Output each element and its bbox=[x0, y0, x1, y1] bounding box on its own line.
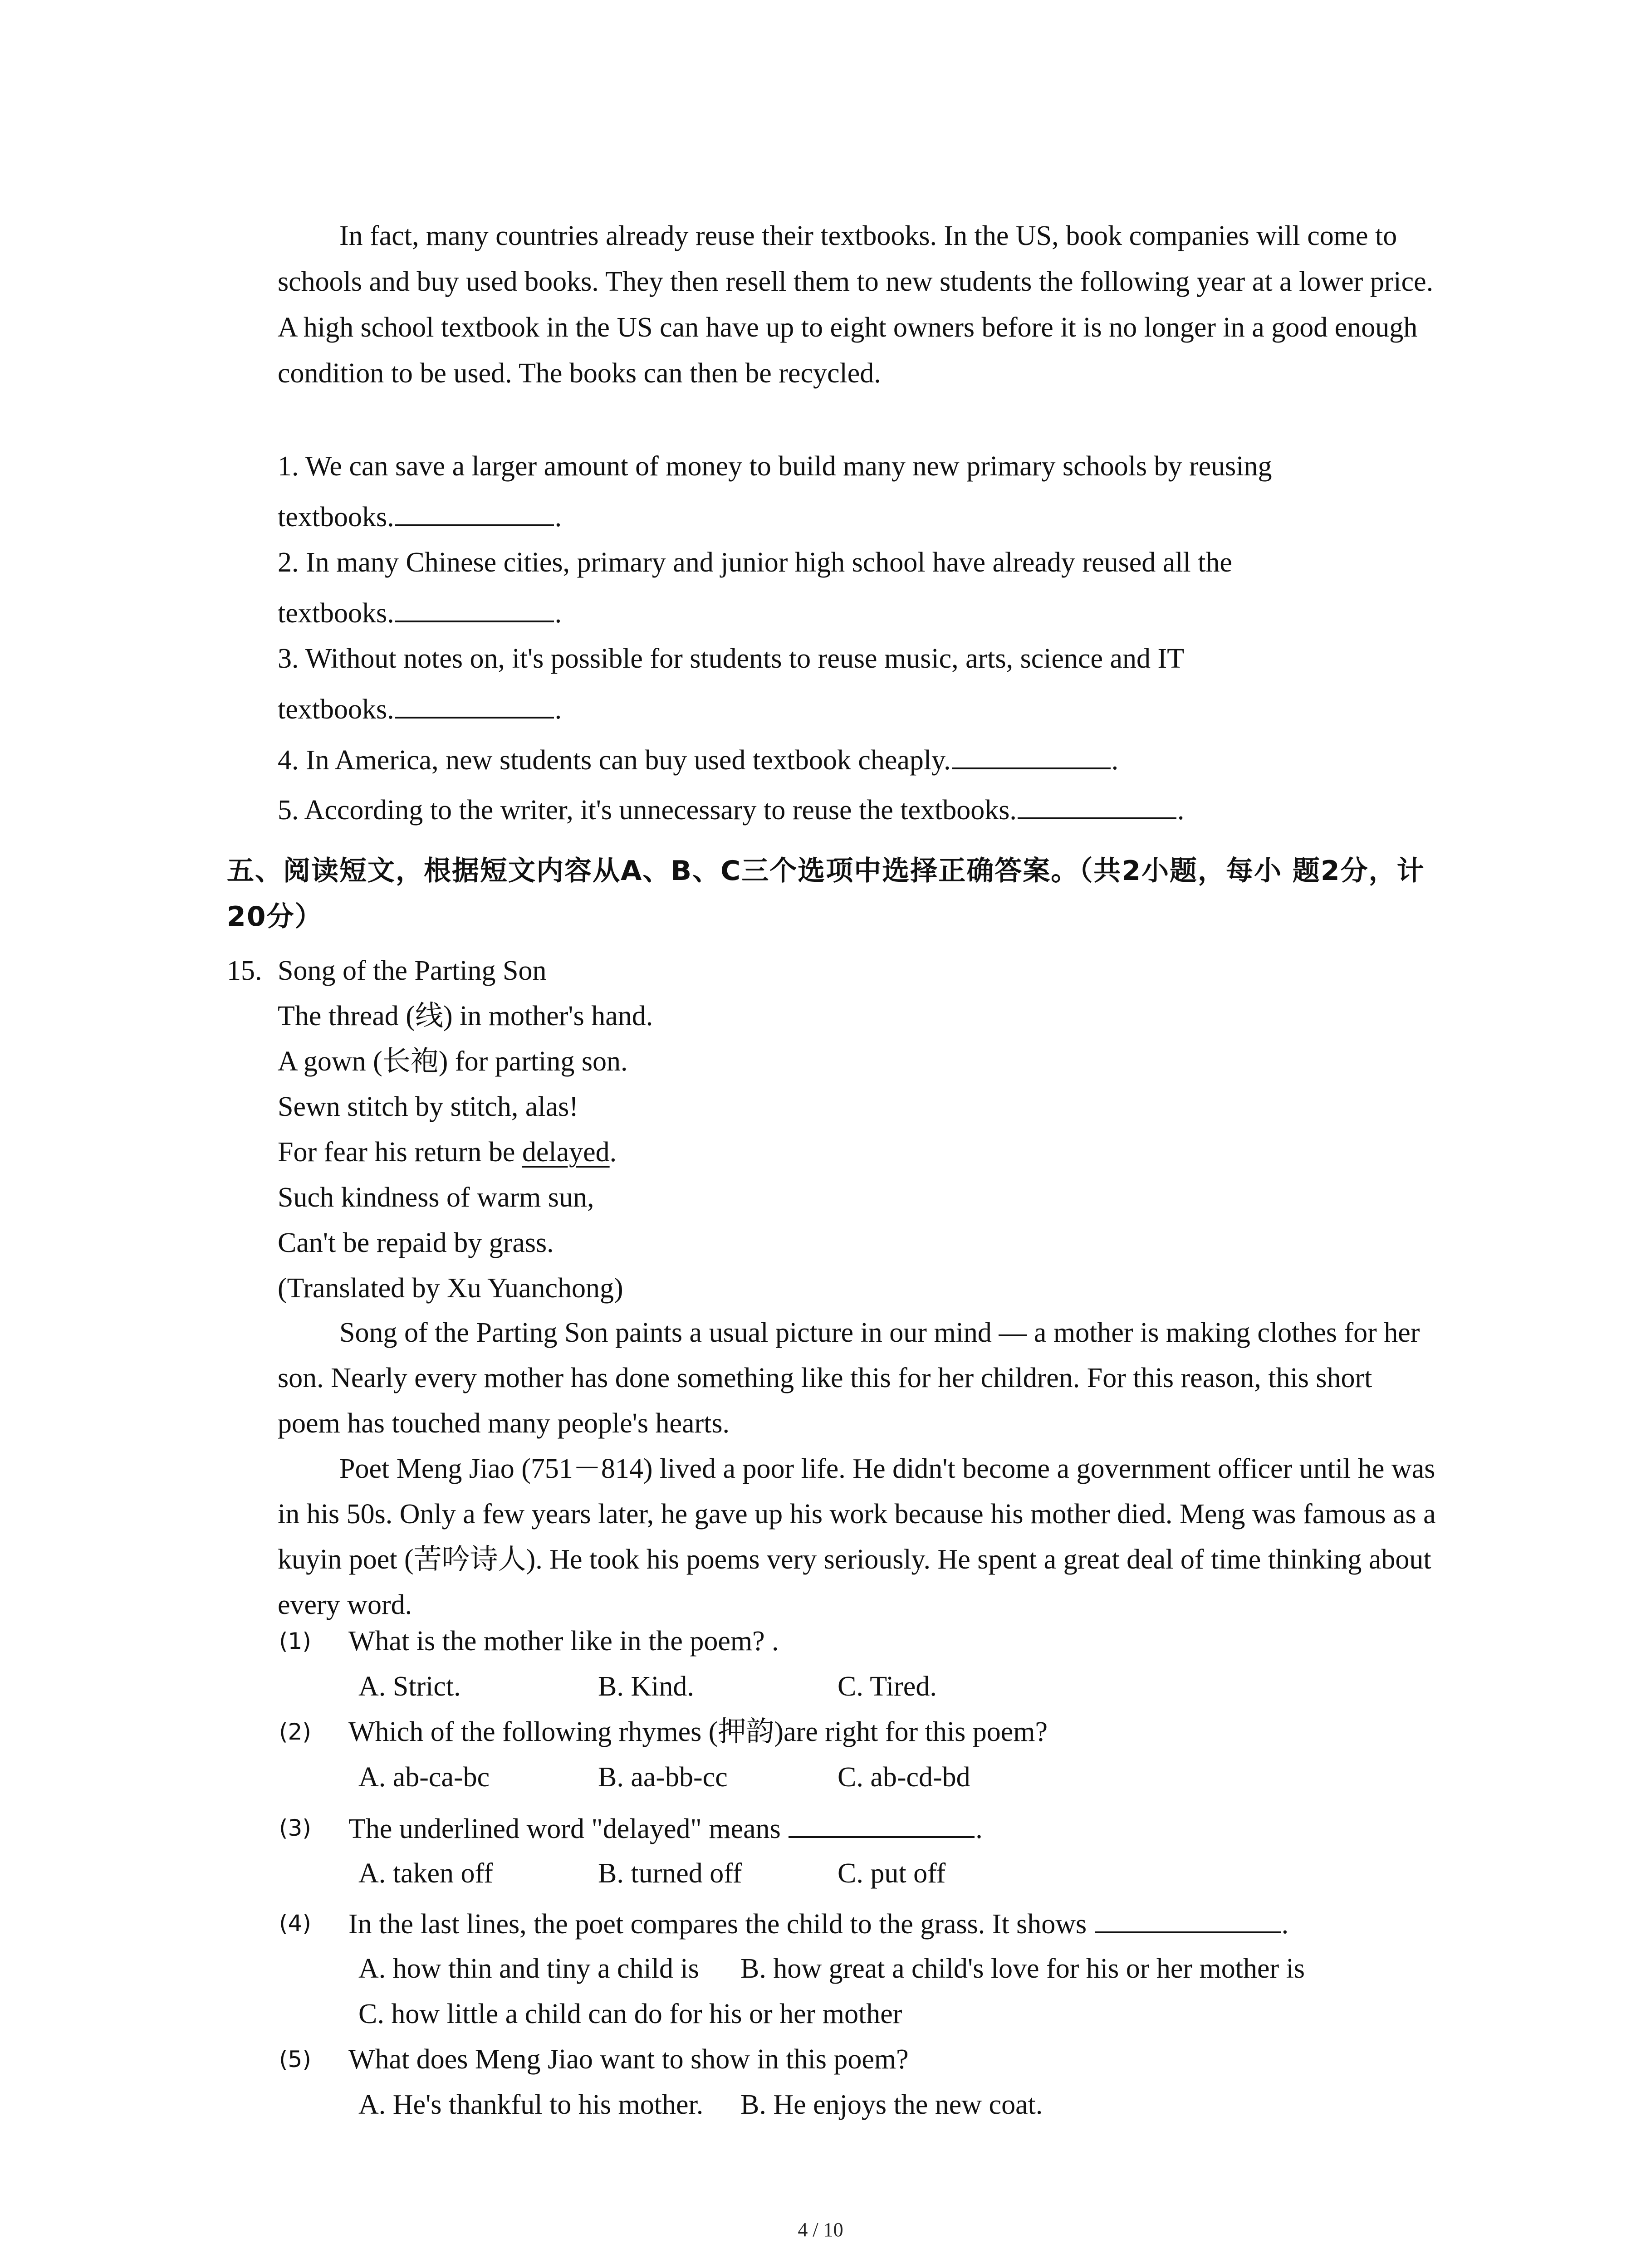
subquestion-4-options-row-2 bbox=[358, 1996, 902, 2032]
option-c[interactable]: C. ab-cd-bd bbox=[838, 1762, 970, 1793]
option-b[interactable]: B. aa-bb-cc bbox=[598, 1762, 728, 1793]
option-b[interactable]: B. He enjoys the new coat. bbox=[740, 2089, 1043, 2120]
subquestion-5-options bbox=[358, 2087, 1043, 2123]
subquestion-2-options bbox=[358, 1759, 970, 1795]
subquestion-1-number: (1) bbox=[279, 1628, 311, 1654]
passage-ending-paragraph: In fact, many countries already reuse their textbooks. In the US, book companies will come to schools and buy used books. They then resell them to new students the following year at a lower price. A high school textbook in the US can have up to eight owners before it is no longer in a good enough condition to be used. The books can then be recycled. bbox=[278, 220, 1434, 389]
option-b[interactable]: B. how great a child's love for his or her mother is bbox=[740, 1953, 1305, 1984]
subquestion-5-number: (5) bbox=[279, 2046, 311, 2072]
option-b[interactable]: B. Kind. bbox=[598, 1671, 694, 1702]
subquestion-1-options bbox=[358, 1668, 937, 1705]
poem-title: Song of the Parting Son bbox=[278, 955, 547, 986]
underlined-word: delayed bbox=[522, 1137, 610, 1168]
poem-line-1: The thread (线) in mother's hand. bbox=[278, 1001, 653, 1031]
option-a[interactable]: A. ab-ca-bc bbox=[358, 1762, 490, 1793]
answer-blank-1[interactable] bbox=[395, 498, 554, 526]
subquestion-2-text: Which of the following rhymes (押韵)are right for this poem? bbox=[348, 1716, 1048, 1747]
subquestion-3-number: (3) bbox=[279, 1815, 311, 1841]
option-c[interactable]: C. put off bbox=[838, 1858, 946, 1889]
statement-1-line-b: textbooks. . bbox=[278, 498, 562, 535]
option-a[interactable]: A. how thin and tiny a child is bbox=[358, 1953, 699, 1984]
poet-biography-paragraph: Poet Meng Jiao (751－814) lived a poor life. He didn't become a government officer until he was in his 50s. Only a few years later, he gave up his work because his mother died. Meng was famous as a kuyin poet (苦吟诗人). He took his poems very seriously. He spent a great deal of time thinking about every word. bbox=[278, 1453, 1436, 1620]
answer-blank-3[interactable] bbox=[395, 690, 554, 719]
poem-line-3: Sewn stitch by stitch, alas! bbox=[278, 1091, 578, 1122]
option-a[interactable]: A. Strict. bbox=[358, 1671, 461, 1702]
subquestion-4-options-row-1 bbox=[358, 1950, 1305, 1987]
poem-commentary-paragraph: Song of the Parting Son paints a usual picture in our mind — a mother is making clothes for her son. Nearly every mother has done something like this for her children. For this reason, this short poem has touched many people's hearts. bbox=[278, 1317, 1420, 1439]
subquestion-3-options bbox=[358, 1855, 945, 1892]
statement-2-line-b: textbooks. . bbox=[278, 594, 562, 631]
answer-blank-4[interactable] bbox=[952, 741, 1111, 769]
subquestion-4-text: In the last lines, the poet compares the child to the grass. It shows . bbox=[348, 1905, 1288, 1942]
statement-5: 5. According to the writer, it's unnecessary to reuse the textbooks. . bbox=[278, 791, 1184, 828]
option-c[interactable]: C. how little a child can do for his or her mother bbox=[358, 1999, 902, 2029]
statement-1-line-a: 1. We can save a larger amount of money to build many new primary schools by reusing bbox=[278, 451, 1272, 482]
option-b[interactable]: B. turned off bbox=[598, 1858, 742, 1889]
subquestion-2-number: (2) bbox=[279, 1719, 311, 1745]
statement-3-line-a: 3. Without notes on, it's possible for students to reuse music, arts, science and IT bbox=[278, 643, 1185, 674]
poem-line-2: A gown (长袍) for parting son. bbox=[278, 1046, 628, 1077]
question-15-number: 15. bbox=[227, 955, 262, 986]
statement-2-line-a: 2. In many Chinese cities, primary and junior high school have already reused all the bbox=[278, 547, 1232, 578]
page-number: 4 / 10 bbox=[798, 2219, 843, 2241]
poem-line-6: Can't be repaid by grass. bbox=[278, 1227, 554, 1258]
subquestion-1-text: What is the mother like in the poem? . bbox=[348, 1626, 779, 1657]
subquestion-4-number: (4) bbox=[279, 1910, 311, 1936]
poem-line-5: Such kindness of warm sun, bbox=[278, 1182, 594, 1213]
option-a[interactable]: A. He's thankful to his mother. bbox=[358, 2089, 704, 2120]
poem-line-4: For fear his return be delayed. bbox=[278, 1137, 617, 1168]
option-c[interactable]: C. Tired. bbox=[838, 1671, 937, 1702]
option-a[interactable]: A. taken off bbox=[358, 1858, 493, 1889]
statement-4: 4. In America, new students can buy used textbook cheaply. . bbox=[278, 741, 1118, 778]
subquestion-5-text: What does Meng Jiao want to show in this poem? bbox=[348, 2044, 909, 2075]
subquestion-4-blank[interactable] bbox=[1095, 1905, 1281, 1933]
poem-translator: (Translated by Xu Yuanchong) bbox=[278, 1273, 623, 1304]
subquestion-3-blank[interactable] bbox=[789, 1810, 975, 1838]
subquestion-3-text: The underlined word "delayed" means . bbox=[348, 1810, 983, 1847]
answer-blank-2[interactable] bbox=[395, 594, 554, 622]
section-5-heading: 五、阅读短文，根据短文内容从A、B、C三个选项中选择正确答案。（共2小题，每小 题2分，计20分） bbox=[227, 855, 1425, 933]
answer-blank-5[interactable] bbox=[1018, 791, 1176, 819]
statement-3-line-b: textbooks. . bbox=[278, 690, 562, 728]
